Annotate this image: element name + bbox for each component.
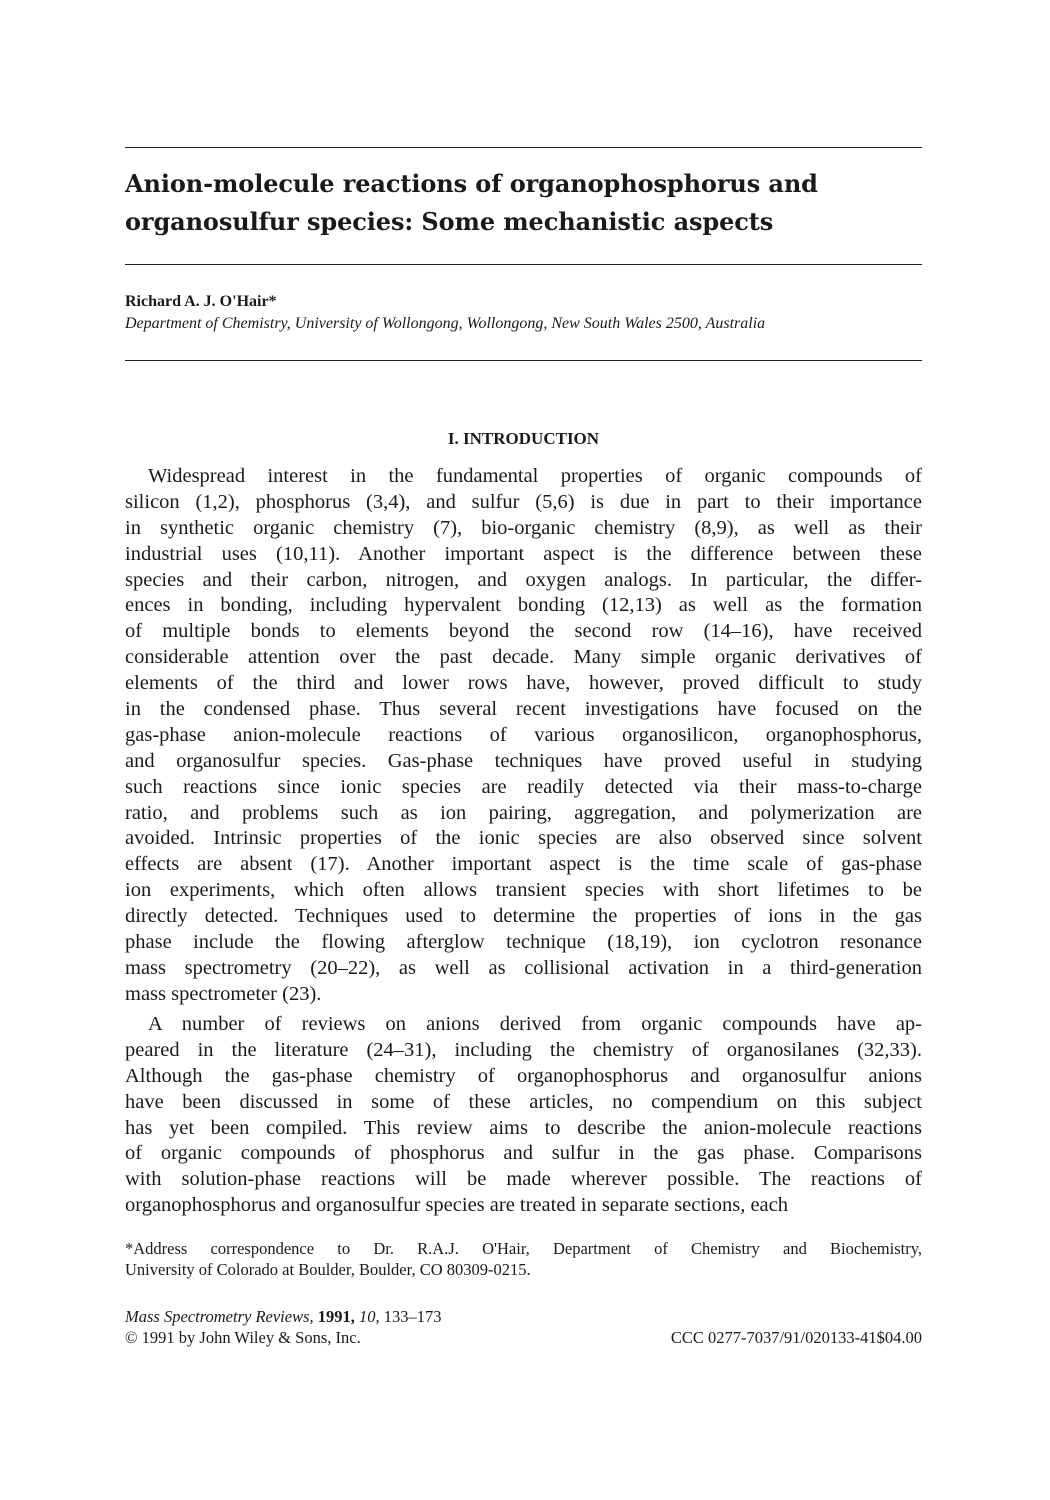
journal-line bbox=[125, 1306, 442, 1327]
author-affiliation: Department of Chemistry, University of Wollongong, Wollongong, New South Wales 2500, Australia bbox=[125, 315, 766, 332]
text-line: in the condensed phase. Thus several recent investigations have focused on the bbox=[125, 698, 922, 721]
journal-pages: 133–173 bbox=[383, 1307, 442, 1326]
journal-copyright: © 1991 by John Wiley & Sons, Inc. bbox=[125, 1328, 361, 1347]
text-line: silicon (1,2), phosphorus (3,4), and sulfur (5,6) is due in part to their importance bbox=[125, 490, 922, 513]
text-line: species and their carbon, nitrogen, and oxygen analogs. In particular, the differ- bbox=[125, 568, 922, 591]
journal-citation bbox=[125, 1306, 442, 1348]
affiliation-rule bbox=[125, 360, 922, 361]
article-title bbox=[125, 165, 925, 241]
text-line: ences in bonding, including hypervalent bonding (12,13) as well as the formation bbox=[125, 594, 922, 617]
journal-year: 1991, bbox=[317, 1307, 355, 1326]
text-line: ratio, and problems such as ion pairing, aggregation, and polymerization are bbox=[125, 801, 922, 824]
text-line: mass spectrometer (23). bbox=[125, 982, 322, 1005]
ccc-code: CCC 0277-7037/91/020133-41$04.00 bbox=[670, 1328, 922, 1347]
text-line: has yet been compiled. This review aims to describe the anion-molecule reactions bbox=[125, 1116, 922, 1139]
footnote-line: *Address correspondence to Dr. R.A.J. O'Hair, Department of Chemistry and Biochemistry, bbox=[125, 1239, 922, 1258]
text-line: directly detected. Techniques used to determine the properties of ions in the gas bbox=[125, 905, 922, 928]
intro-paragraph-1 bbox=[125, 464, 922, 1008]
text-line: Widespread interest in the fundamental properties of organic compounds of bbox=[148, 465, 922, 487]
journal-volume: 10, bbox=[359, 1307, 380, 1326]
text-line: phase include the flowing afterglow technique (18,19), ion cyclotron resonance bbox=[125, 931, 922, 954]
text-line: such reactions since ionic species are readily detected via their mass-to-charge bbox=[125, 775, 922, 798]
text-line: industrial uses (10,11). Another important aspect is the difference between these bbox=[125, 542, 922, 565]
text-line: Although the gas-phase chemistry of organophosphorus and organosulfur anions bbox=[125, 1064, 922, 1087]
text-line: of organic compounds of phosphorus and sulfur in the gas phase. Comparisons bbox=[125, 1142, 922, 1165]
journal-name: Mass Spectrometry Reviews, bbox=[125, 1307, 314, 1326]
author-name: Richard A. J. O'Hair* bbox=[125, 293, 277, 310]
correspondence-footnote bbox=[125, 1238, 922, 1280]
title-line: Anion-molecule reactions of organophosphorus and bbox=[125, 169, 818, 198]
text-line: considerable attention over the past decade. Many simple organic derivatives of bbox=[125, 646, 922, 669]
text-line: A number of reviews on anions derived from organic compounds have ap- bbox=[148, 1013, 922, 1035]
text-line: organophosphorus and organosulfur species are treated in separate sections, each bbox=[125, 1194, 788, 1217]
intro-paragraph-2 bbox=[125, 1012, 922, 1219]
text-line: effects are absent (17). Another important aspect is the time scale of gas-phase bbox=[125, 853, 922, 876]
footnote-line: University of Colorado at Boulder, Boulder, CO 80309-0215. bbox=[125, 1260, 531, 1279]
text-line: elements of the third and lower rows have, however, proved difficult to study bbox=[125, 672, 922, 695]
text-line: with solution-phase reactions will be made wherever possible. The reactions of bbox=[125, 1168, 922, 1191]
title-rule bbox=[125, 264, 922, 265]
section-heading: I. INTRODUCTION bbox=[447, 429, 600, 448]
text-line: and organosulfur species. Gas-phase techniques have proved useful in studying bbox=[125, 749, 922, 772]
text-line: gas-phase anion-molecule reactions of various organosilicon, organophosphorus, bbox=[125, 723, 922, 746]
text-line: ion experiments, which often allows transient species with short lifetimes to be bbox=[125, 879, 922, 902]
text-line: of multiple bonds to elements beyond the second row (14–16), have received bbox=[125, 620, 922, 643]
text-line: mass spectrometry (20–22), as well as collisional activation in a third-generation bbox=[125, 956, 922, 979]
text-line: avoided. Intrinsic properties of the ionic species are also observed since solvent bbox=[125, 827, 922, 850]
text-line: in synthetic organic chemistry (7), bio-organic chemistry (8,9), as well as their bbox=[125, 516, 922, 539]
title-line: organosulfur species: Some mechanistic aspects bbox=[125, 207, 774, 236]
text-line: have been discussed in some of these articles, no compendium on this subject bbox=[125, 1090, 922, 1113]
top-rule bbox=[125, 147, 922, 148]
text-line: peared in the literature (24–31), including the chemistry of organosilanes (32,33). bbox=[125, 1038, 922, 1061]
